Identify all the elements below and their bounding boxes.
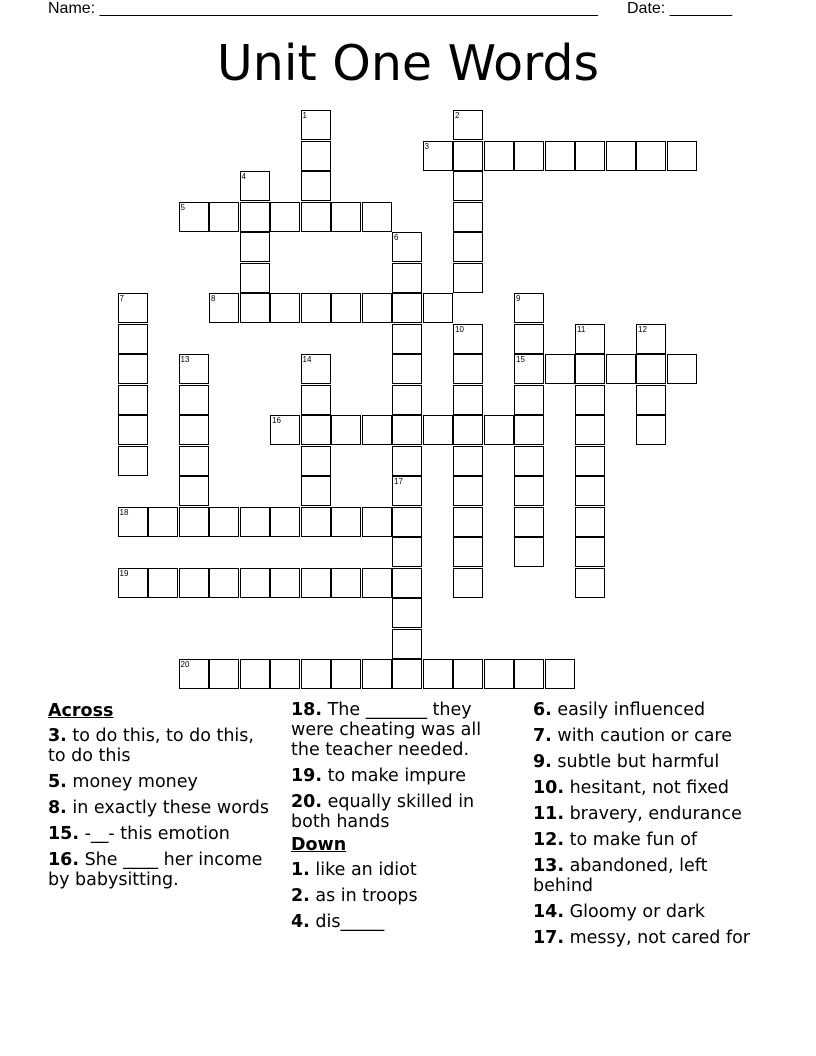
grid-cell[interactable]: [270, 202, 300, 232]
grid-cell[interactable]: [270, 415, 300, 445]
clue-number: 5: [180, 202, 185, 212]
grid-cell[interactable]: [240, 232, 270, 262]
clue-down-11: 11. bravery, endurance: [533, 804, 742, 824]
clue-across-5: 5. money money: [48, 772, 198, 792]
name-field[interactable]: Name: ________________________________________________________: [48, 0, 598, 17]
grid-cell[interactable]: [453, 232, 483, 262]
grid-cell[interactable]: [392, 263, 422, 293]
grid-cell[interactable]: [453, 659, 483, 689]
grid-cell[interactable]: [514, 446, 544, 476]
clues-column-2: [291, 700, 509, 938]
grid-cell[interactable]: [240, 293, 270, 323]
clue-down-9: 9. subtle but harmful: [533, 752, 720, 772]
grid-cell[interactable]: [331, 415, 361, 445]
grid-cell[interactable]: [362, 293, 392, 323]
grid-cell[interactable]: [392, 446, 422, 476]
grid-cell[interactable]: [575, 476, 605, 506]
clue-number: 1: [302, 111, 307, 120]
grid-cell[interactable]: [606, 354, 636, 384]
grid-cell[interactable]: [453, 507, 483, 537]
grid-cell[interactable]: [453, 263, 483, 293]
grid-cell[interactable]: [301, 385, 331, 415]
grid-cell[interactable]: [362, 568, 392, 598]
clue-number: 15: [516, 355, 525, 364]
grid-cell[interactable]: [362, 415, 392, 445]
clue-number: 2: [455, 111, 460, 120]
clues-column-3: [533, 700, 773, 954]
grid-cell[interactable]: [362, 202, 392, 232]
clue-number: 4: [241, 172, 246, 181]
clue-across-16: 16. She ____ her income by babysitting.: [48, 850, 263, 890]
grid-cell[interactable]: [392, 629, 422, 659]
clue-number: 20: [180, 660, 190, 669]
grid-cell[interactable]: [575, 568, 605, 598]
grid-cell[interactable]: [118, 293, 148, 323]
grid-cell[interactable]: [392, 507, 422, 537]
clue-down-12: 12. to make fun of: [533, 830, 698, 850]
grid-cell[interactable]: [545, 659, 575, 689]
grid-cell[interactable]: [636, 354, 666, 384]
grid-cell[interactable]: [148, 568, 178, 598]
grid-cell[interactable]: [179, 659, 209, 689]
clue-number: 11: [577, 324, 586, 334]
clue-number: 17: [394, 477, 403, 486]
grid-cell[interactable]: [392, 598, 422, 628]
grid-cell[interactable]: [331, 659, 361, 689]
grid-cell[interactable]: [301, 476, 331, 506]
grid-cell[interactable]: [453, 202, 483, 232]
grid-cell[interactable]: [453, 354, 483, 384]
grid-cell[interactable]: [179, 568, 209, 598]
clue-across-18: 18. The _______ they were cheating was all the teacher needed.: [291, 700, 482, 760]
grid-cell[interactable]: [423, 659, 453, 689]
grid-cell[interactable]: [453, 415, 483, 445]
grid-cell[interactable]: [240, 659, 270, 689]
grid-cell[interactable]: [514, 385, 544, 415]
clue-number: 16: [272, 416, 281, 425]
grid-cell[interactable]: [453, 110, 483, 140]
grid-cell[interactable]: [301, 415, 331, 445]
clue-number: 10: [455, 324, 464, 334]
grid-cell[interactable]: [484, 141, 514, 171]
grid-cell[interactable]: [392, 293, 422, 323]
grid-cell[interactable]: [636, 141, 666, 171]
grid-cell[interactable]: [453, 568, 483, 598]
grid-cell[interactable]: [179, 202, 209, 232]
grid-cell[interactable]: [575, 385, 605, 415]
grid-cell[interactable]: [453, 324, 483, 354]
grid-cell[interactable]: [392, 354, 422, 384]
grid-cell[interactable]: [179, 415, 209, 445]
grid-cell[interactable]: [240, 263, 270, 293]
clue-across-15: 15. -__- this emotion: [48, 824, 230, 844]
grid-cell[interactable]: [392, 232, 422, 262]
grid-cell[interactable]: [423, 293, 453, 323]
grid-cell[interactable]: [301, 507, 331, 537]
grid-cell[interactable]: [331, 568, 361, 598]
grid-cell[interactable]: [392, 659, 422, 689]
grid-cell[interactable]: [453, 141, 483, 171]
grid-cell[interactable]: [362, 507, 392, 537]
grid-cell[interactable]: [240, 202, 270, 232]
page-title: Unit One Words: [216, 35, 600, 92]
clue-number: 18: [119, 507, 129, 517]
grid-cell[interactable]: [301, 202, 331, 232]
clue-across-3: 3. to do this, to do this, to do this: [48, 726, 254, 766]
clue-down-10: 10. hesitant, not fixed: [533, 778, 730, 798]
grid-cell[interactable]: [514, 141, 544, 171]
grid-cell[interactable]: [392, 415, 422, 445]
grid-cell[interactable]: [423, 415, 453, 445]
grid-cell[interactable]: [514, 537, 544, 567]
grid-cell[interactable]: [392, 385, 422, 415]
grid-cell[interactable]: [118, 324, 148, 354]
grid-cell[interactable]: [514, 324, 544, 354]
grid-cell[interactable]: [575, 141, 605, 171]
grid-cell[interactable]: [362, 659, 392, 689]
grid-cell[interactable]: [331, 293, 361, 323]
clue-number: 13: [180, 355, 190, 364]
grid-cell[interactable]: [453, 537, 483, 567]
grid-cell[interactable]: [575, 507, 605, 537]
clue-down-17: 17. messy, not cared for: [533, 928, 750, 948]
clue-down-4: 4. dis_____: [291, 912, 385, 932]
grid-cell[interactable]: [301, 141, 331, 171]
grid-cell[interactable]: [148, 507, 178, 537]
grid-cell[interactable]: [453, 171, 483, 201]
grid-cell[interactable]: [392, 537, 422, 567]
clue-number: 6: [394, 233, 399, 242]
grid-cell[interactable]: [179, 446, 209, 476]
grid-cell[interactable]: [240, 171, 270, 201]
grid-cell[interactable]: [270, 568, 300, 598]
clue-across-8: 8. in exactly these words: [48, 798, 270, 818]
grid-cell[interactable]: [392, 324, 422, 354]
grid-cell[interactable]: [606, 141, 636, 171]
grid-cell[interactable]: [423, 141, 453, 171]
clue-number: 19: [119, 568, 129, 578]
clue-across-20: 20. equally skilled in both hands: [291, 792, 475, 832]
grid-cell[interactable]: [118, 385, 148, 415]
grid-cell[interactable]: [179, 385, 209, 415]
grid-cell[interactable]: [575, 415, 605, 445]
clue-number: 14: [302, 355, 312, 364]
grid-cell[interactable]: [514, 354, 544, 384]
grid-cell[interactable]: [575, 537, 605, 567]
grid-cell[interactable]: [331, 507, 361, 537]
grid-cell[interactable]: [301, 446, 331, 476]
grid-cell[interactable]: [209, 568, 239, 598]
grid-cell[interactable]: [270, 293, 300, 323]
grid-cell[interactable]: [545, 354, 575, 384]
grid-cell[interactable]: [514, 507, 544, 537]
clue-across-19: 19. to make impure: [291, 766, 467, 786]
grid-cell[interactable]: [209, 659, 239, 689]
grid-cell[interactable]: [118, 507, 148, 537]
clue-down-6: 6. easily influenced: [533, 700, 706, 720]
grid-cell[interactable]: [636, 415, 666, 445]
grid-cell[interactable]: [484, 659, 514, 689]
grid-cell[interactable]: [301, 354, 331, 384]
grid-cell[interactable]: [301, 171, 331, 201]
grid-cell[interactable]: [301, 110, 331, 140]
grid-cell[interactable]: [240, 507, 270, 537]
grid-cell[interactable]: [301, 659, 331, 689]
grid-cell[interactable]: [453, 385, 483, 415]
clue-down-2: 2. as in troops: [291, 886, 418, 906]
grid-cell[interactable]: [392, 476, 422, 506]
grid-cell[interactable]: [575, 324, 605, 354]
grid-cell[interactable]: [453, 446, 483, 476]
grid-cell[interactable]: [179, 476, 209, 506]
grid-cell[interactable]: [118, 415, 148, 445]
grid-cell[interactable]: [667, 141, 697, 171]
grid-cell[interactable]: [118, 568, 148, 598]
clue-number: 12: [638, 324, 647, 334]
grid-cell[interactable]: [331, 202, 361, 232]
grid-cell[interactable]: [545, 141, 575, 171]
clue-down-14: 14. Gloomy or dark: [533, 902, 706, 922]
clue-down-1: 1. like an idiot: [291, 860, 417, 880]
grid-cell[interactable]: [514, 476, 544, 506]
grid-cell[interactable]: [118, 446, 148, 476]
grid-cell[interactable]: [453, 476, 483, 506]
grid-cell[interactable]: [179, 354, 209, 384]
date-field[interactable]: Date: _______: [627, 0, 732, 17]
grid-cell[interactable]: [240, 568, 270, 598]
grid-cell[interactable]: [392, 568, 422, 598]
grid-cell[interactable]: [209, 202, 239, 232]
grid-cell[interactable]: [179, 507, 209, 537]
clue-down-13: 13. abandoned, left behind: [533, 856, 708, 896]
grid-cell[interactable]: [209, 507, 239, 537]
grid-cell[interactable]: [514, 659, 544, 689]
down-heading: Down: [291, 835, 347, 855]
clue-number: 9: [516, 294, 521, 303]
grid-cell[interactable]: [301, 293, 331, 323]
across-heading: Across: [48, 701, 114, 721]
grid-cell[interactable]: [270, 659, 300, 689]
grid-cell[interactable]: [636, 385, 666, 415]
grid-cell[interactable]: [270, 507, 300, 537]
clue-down-7: 7. with caution or care: [533, 726, 732, 746]
clue-number: 7: [119, 294, 124, 303]
grid-cell[interactable]: [301, 568, 331, 598]
grid-cell[interactable]: [514, 415, 544, 445]
grid-cell[interactable]: [514, 293, 544, 323]
grid-cell[interactable]: [209, 293, 239, 323]
grid-cell[interactable]: [118, 354, 148, 384]
grid-cell[interactable]: [636, 324, 666, 354]
clues-column-1: [48, 700, 270, 896]
clue-number: 8: [211, 294, 216, 303]
grid-cell[interactable]: [667, 354, 697, 384]
grid-cell[interactable]: [484, 415, 514, 445]
grid-cell[interactable]: [575, 446, 605, 476]
clue-number: 3: [424, 141, 429, 151]
grid-cell[interactable]: [575, 354, 605, 384]
